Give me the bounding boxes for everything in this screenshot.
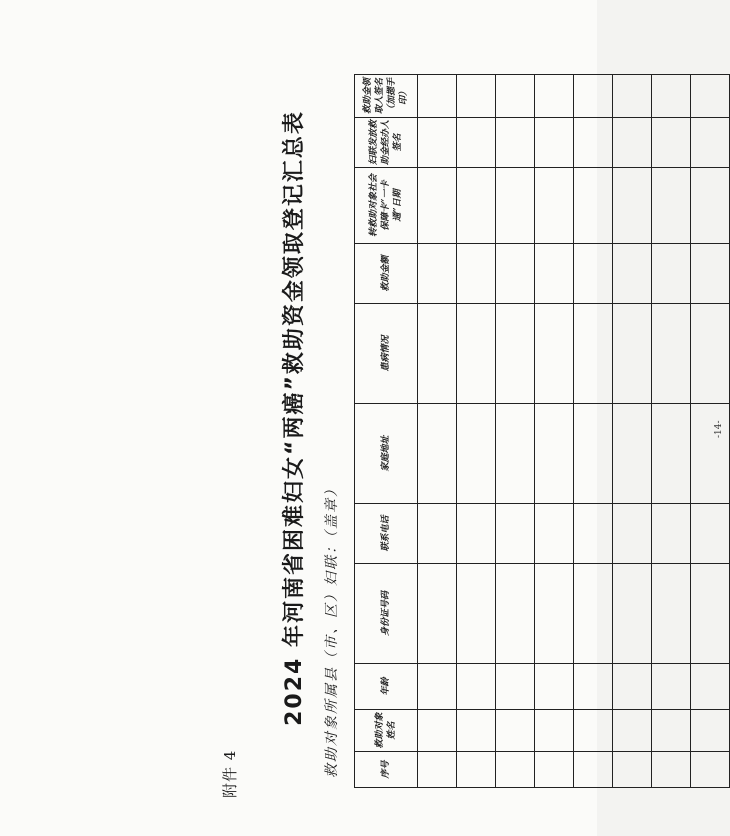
table-cell bbox=[691, 118, 730, 168]
table-cell bbox=[535, 504, 574, 564]
table-cell bbox=[574, 244, 613, 304]
table-row bbox=[418, 75, 457, 788]
table-cell bbox=[574, 75, 613, 118]
table-cell bbox=[691, 664, 730, 710]
table-cell bbox=[535, 752, 574, 788]
table-cell bbox=[457, 504, 496, 564]
table-cell bbox=[457, 304, 496, 404]
table-row bbox=[496, 75, 535, 788]
table-cell bbox=[652, 504, 691, 564]
table-cell bbox=[691, 752, 730, 788]
table-cell bbox=[496, 404, 535, 504]
attachment-label: 附件 4 bbox=[221, 749, 239, 798]
table-cell bbox=[535, 404, 574, 504]
table-cell bbox=[457, 118, 496, 168]
table-cell bbox=[652, 710, 691, 752]
header-id-number: 身份证号码 bbox=[355, 564, 418, 664]
table-cell bbox=[574, 752, 613, 788]
document-title: 2024 年河南省困难妇女“两癌”救助资金领取登记汇总表 bbox=[282, 110, 307, 726]
table-cell bbox=[574, 564, 613, 664]
table-cell bbox=[496, 564, 535, 664]
page-number: -14- bbox=[714, 420, 724, 438]
table-cell bbox=[457, 564, 496, 664]
table-cell bbox=[496, 118, 535, 168]
table-cell bbox=[457, 75, 496, 118]
document-subtitle: 救助对象所属县（市、区）妇联：（盖章） bbox=[324, 481, 340, 778]
table-cell bbox=[535, 118, 574, 168]
table-row bbox=[574, 75, 613, 788]
table-cell bbox=[652, 404, 691, 504]
table-cell bbox=[418, 244, 457, 304]
table-body bbox=[418, 75, 730, 788]
table-row bbox=[535, 75, 574, 788]
table-cell bbox=[496, 710, 535, 752]
table-cell bbox=[496, 304, 535, 404]
table-cell bbox=[613, 752, 652, 788]
table-cell bbox=[418, 564, 457, 664]
table-cell bbox=[652, 664, 691, 710]
table-cell bbox=[691, 168, 730, 244]
table-cell bbox=[418, 168, 457, 244]
table-cell bbox=[691, 504, 730, 564]
table-cell bbox=[613, 564, 652, 664]
table-cell bbox=[418, 504, 457, 564]
table-cell bbox=[613, 118, 652, 168]
table-cell bbox=[457, 404, 496, 504]
table-cell bbox=[691, 404, 730, 504]
table-cell bbox=[613, 710, 652, 752]
table-cell bbox=[418, 404, 457, 504]
rotated-sheet bbox=[159, 38, 724, 798]
table-cell bbox=[652, 564, 691, 664]
table-cell bbox=[613, 75, 652, 118]
table-cell bbox=[652, 168, 691, 244]
table-cell bbox=[652, 304, 691, 404]
table-cell bbox=[613, 504, 652, 564]
table-cell bbox=[496, 168, 535, 244]
header-name: 救助对象姓名 bbox=[355, 710, 418, 752]
table-cell bbox=[691, 710, 730, 752]
table-cell bbox=[613, 404, 652, 504]
header-handler-signature: 妇联发放救助金经办人签名 bbox=[355, 118, 418, 168]
table-cell bbox=[457, 710, 496, 752]
table-header-row bbox=[355, 75, 418, 788]
table-cell bbox=[613, 664, 652, 710]
table-cell bbox=[691, 564, 730, 664]
table-cell bbox=[535, 168, 574, 244]
table-cell bbox=[496, 504, 535, 564]
table-cell bbox=[496, 664, 535, 710]
table-cell bbox=[418, 75, 457, 118]
table-cell bbox=[418, 118, 457, 168]
table-cell bbox=[535, 304, 574, 404]
table-cell bbox=[691, 304, 730, 404]
table-cell bbox=[574, 710, 613, 752]
table-cell bbox=[457, 168, 496, 244]
header-address: 家庭地址 bbox=[355, 404, 418, 504]
table-cell bbox=[418, 752, 457, 788]
header-index: 序号 bbox=[355, 752, 418, 788]
table-cell bbox=[652, 75, 691, 118]
table-cell bbox=[613, 244, 652, 304]
header-recipient-signature: 救助金领取人签名（加摁手印） bbox=[355, 75, 418, 118]
table-cell bbox=[652, 118, 691, 168]
header-transfer-date: 转救助对象社会保障卡“一卡通”日期 bbox=[355, 168, 418, 244]
header-illness: 患病情况 bbox=[355, 304, 418, 404]
table-cell bbox=[457, 752, 496, 788]
table-cell bbox=[418, 710, 457, 752]
table-cell bbox=[574, 304, 613, 404]
table-cell bbox=[496, 244, 535, 304]
table-cell bbox=[613, 304, 652, 404]
table-cell bbox=[535, 710, 574, 752]
table-cell bbox=[418, 664, 457, 710]
header-phone: 联系电话 bbox=[355, 504, 418, 564]
table-cell bbox=[613, 168, 652, 244]
table-cell bbox=[457, 244, 496, 304]
table-cell bbox=[652, 752, 691, 788]
table-row bbox=[613, 75, 652, 788]
table-cell bbox=[535, 244, 574, 304]
table-cell bbox=[652, 244, 691, 304]
table-cell bbox=[574, 168, 613, 244]
table-cell bbox=[691, 244, 730, 304]
table-cell bbox=[535, 75, 574, 118]
table-cell bbox=[535, 564, 574, 664]
header-amount: 救助金额 bbox=[355, 244, 418, 304]
table-cell bbox=[457, 664, 496, 710]
table-cell bbox=[496, 75, 535, 118]
table-cell bbox=[496, 752, 535, 788]
table-row bbox=[652, 75, 691, 788]
table-cell bbox=[418, 304, 457, 404]
table-cell bbox=[535, 664, 574, 710]
table-cell bbox=[574, 118, 613, 168]
table-cell bbox=[574, 404, 613, 504]
table-cell bbox=[574, 504, 613, 564]
table-row bbox=[457, 75, 496, 788]
table-cell bbox=[691, 75, 730, 118]
header-age: 年龄 bbox=[355, 664, 418, 710]
table-cell bbox=[574, 664, 613, 710]
registration-table bbox=[354, 74, 730, 788]
